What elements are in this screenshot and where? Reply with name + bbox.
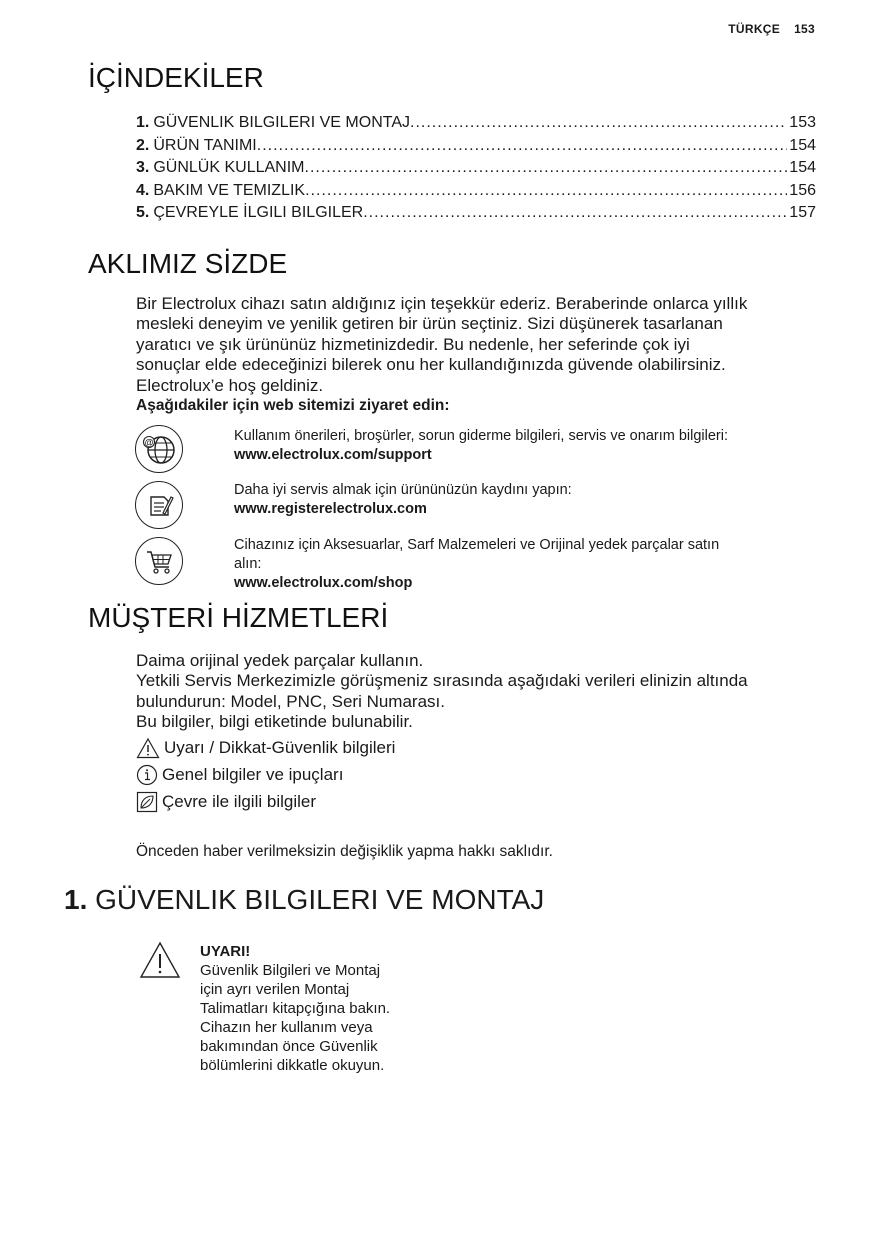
warning-icon <box>138 940 182 980</box>
intro-paragraph <box>136 294 836 416</box>
warning-line: Talimatları kitapçığına bakın. <box>200 1000 391 1017</box>
cs-line: bulundurun: Model, PNC, Seri Numarası. <box>136 691 445 711</box>
warning-line: bölümlerini dikkatle okuyun. <box>200 1057 385 1074</box>
toc-item[interactable] <box>136 135 816 158</box>
warning-line: için ayrı verilen Montaj <box>200 981 350 998</box>
globe-icon <box>135 425 183 473</box>
toc-item-number: 2. <box>136 136 150 154</box>
toc-item-page: 156 <box>789 181 816 199</box>
legend-label: Uyarı / Dikkat-Güvenlik bilgileri <box>164 738 396 757</box>
link-description: Kullanım önerileri, broşürler, sorun giderme bilgileri, servis ve onarım bilgileri: <box>234 428 728 444</box>
link-description: Daha iyi servis almak için ürününüzün kaydını yapın: <box>234 482 572 498</box>
page-header <box>728 22 815 36</box>
intro-line: sonuçlar elde edeceğinizi bilerek onu her kullandığınızda güvende olabilirsiniz. <box>136 355 726 375</box>
visit-label: Aşağıdakiler için web sitemizi ziyaret edin: <box>136 397 450 415</box>
toc-leader <box>363 202 787 225</box>
table-of-contents <box>136 112 816 225</box>
toc-leader <box>305 157 788 180</box>
register-url-link[interactable]: www.registerelectrolux.com <box>234 501 427 517</box>
warning-icon <box>136 737 160 759</box>
warning-line: Cihazın her kullanım veya <box>200 1019 373 1036</box>
page-number: 153 <box>794 22 815 36</box>
warning-box <box>200 942 430 1075</box>
section-title <box>64 884 544 916</box>
toc-item-label: GÜVENLIK BILGILERI VE MONTAJ <box>153 114 410 131</box>
toc-item-page: 157 <box>789 204 816 222</box>
toc-item-page: 154 <box>789 136 816 154</box>
toc-item-label: ÇEVREYLE İLGILI BILGILER <box>153 204 364 222</box>
disclaimer: Önceden haber verilmeksizin değişiklik yapma hakkı saklıdır. <box>136 843 553 860</box>
shop-url-link[interactable]: www.electrolux.com/shop <box>234 575 413 591</box>
toc-leader <box>410 112 787 135</box>
cs-line: Bu bilgiler, bilgi etiketinde bulunabilir. <box>136 712 413 732</box>
support-url-link[interactable]: www.electrolux.com/support <box>234 447 432 463</box>
toc-item-number: 3. <box>136 159 150 177</box>
customer-service-paragraph <box>136 651 836 733</box>
link-register <box>234 481 814 519</box>
register-icon <box>135 481 183 529</box>
toc-item[interactable] <box>136 180 816 203</box>
intro-title: AKLIMIZ SİZDE <box>88 248 288 279</box>
intro-line: Bir Electrolux cihazı satın aldığınız için teşekkür ederiz. Beraberinde onlarca yıllık <box>136 294 748 313</box>
customer-service-title: MÜŞTERİ HİZMETLERİ <box>88 602 389 633</box>
toc-leader <box>257 135 788 158</box>
intro-line: yaratıcı ve şık ürününüz hizmetinizdedir. Bu nedenle, her seferinde çok iyi <box>136 334 690 354</box>
toc-item-number: 4. <box>136 181 150 199</box>
warning-heading: UYARI! <box>200 943 251 960</box>
toc-leader <box>305 180 787 203</box>
section-number: 1. <box>64 884 88 915</box>
info-icon <box>136 764 158 786</box>
toc-item[interactable] <box>136 157 816 180</box>
cs-line: Daima orijinal yedek parçalar kullanın. <box>136 651 424 670</box>
leaf-icon <box>136 791 158 813</box>
toc-item[interactable] <box>136 202 816 225</box>
intro-line: mesleki deneyim ve yenilik getiren bir ürün seçtiniz. Sizi düşünerek tasarlanan <box>136 314 723 334</box>
toc-item-label: GÜNLÜK KULLANIM <box>153 159 305 177</box>
cs-line: Yetkili Servis Merkezimizle görüşmeniz sırasında aşağıdaki verileri elinizin altında <box>136 671 748 691</box>
shopping-cart-icon <box>135 537 183 585</box>
toc-item-page: 154 <box>789 159 816 177</box>
toc-item-label: ÜRÜN TANIMI <box>153 136 257 154</box>
legend-environment <box>136 791 316 813</box>
svg-text:@: @ <box>144 437 154 448</box>
toc-item-label: BAKIM VE TEMIZLIK <box>153 181 306 199</box>
link-description: alın: <box>234 556 262 572</box>
warning-line: bakımından önce Güvenlik <box>200 1038 378 1055</box>
legend-label: Genel bilgiler ve ipuçları <box>162 765 344 784</box>
toc-item[interactable] <box>136 112 816 135</box>
section-title-text: GÜVENLIK BILGILERI VE MONTAJ <box>95 884 545 915</box>
intro-line: Electrolux’e hoş geldiniz. <box>136 375 324 395</box>
toc-item-number: 1. <box>136 114 150 131</box>
link-shop <box>234 536 814 593</box>
toc-item-page: 153 <box>789 114 816 131</box>
link-description: Cihazınız için Aksesuarlar, Sarf Malzemeleri ve Orijinal yedek parçalar satın <box>234 537 720 553</box>
toc-title: İÇİNDEKİLER <box>88 62 264 93</box>
warning-line: Güvenlik Bilgileri ve Montaj <box>200 962 381 979</box>
legend-warning <box>136 737 395 759</box>
toc-item-number: 5. <box>136 204 150 222</box>
legend-info <box>136 764 343 786</box>
link-support <box>234 427 814 465</box>
legend-label: Çevre ile ilgili bilgiler <box>162 792 316 811</box>
language-label: TÜRKÇE <box>728 22 781 36</box>
